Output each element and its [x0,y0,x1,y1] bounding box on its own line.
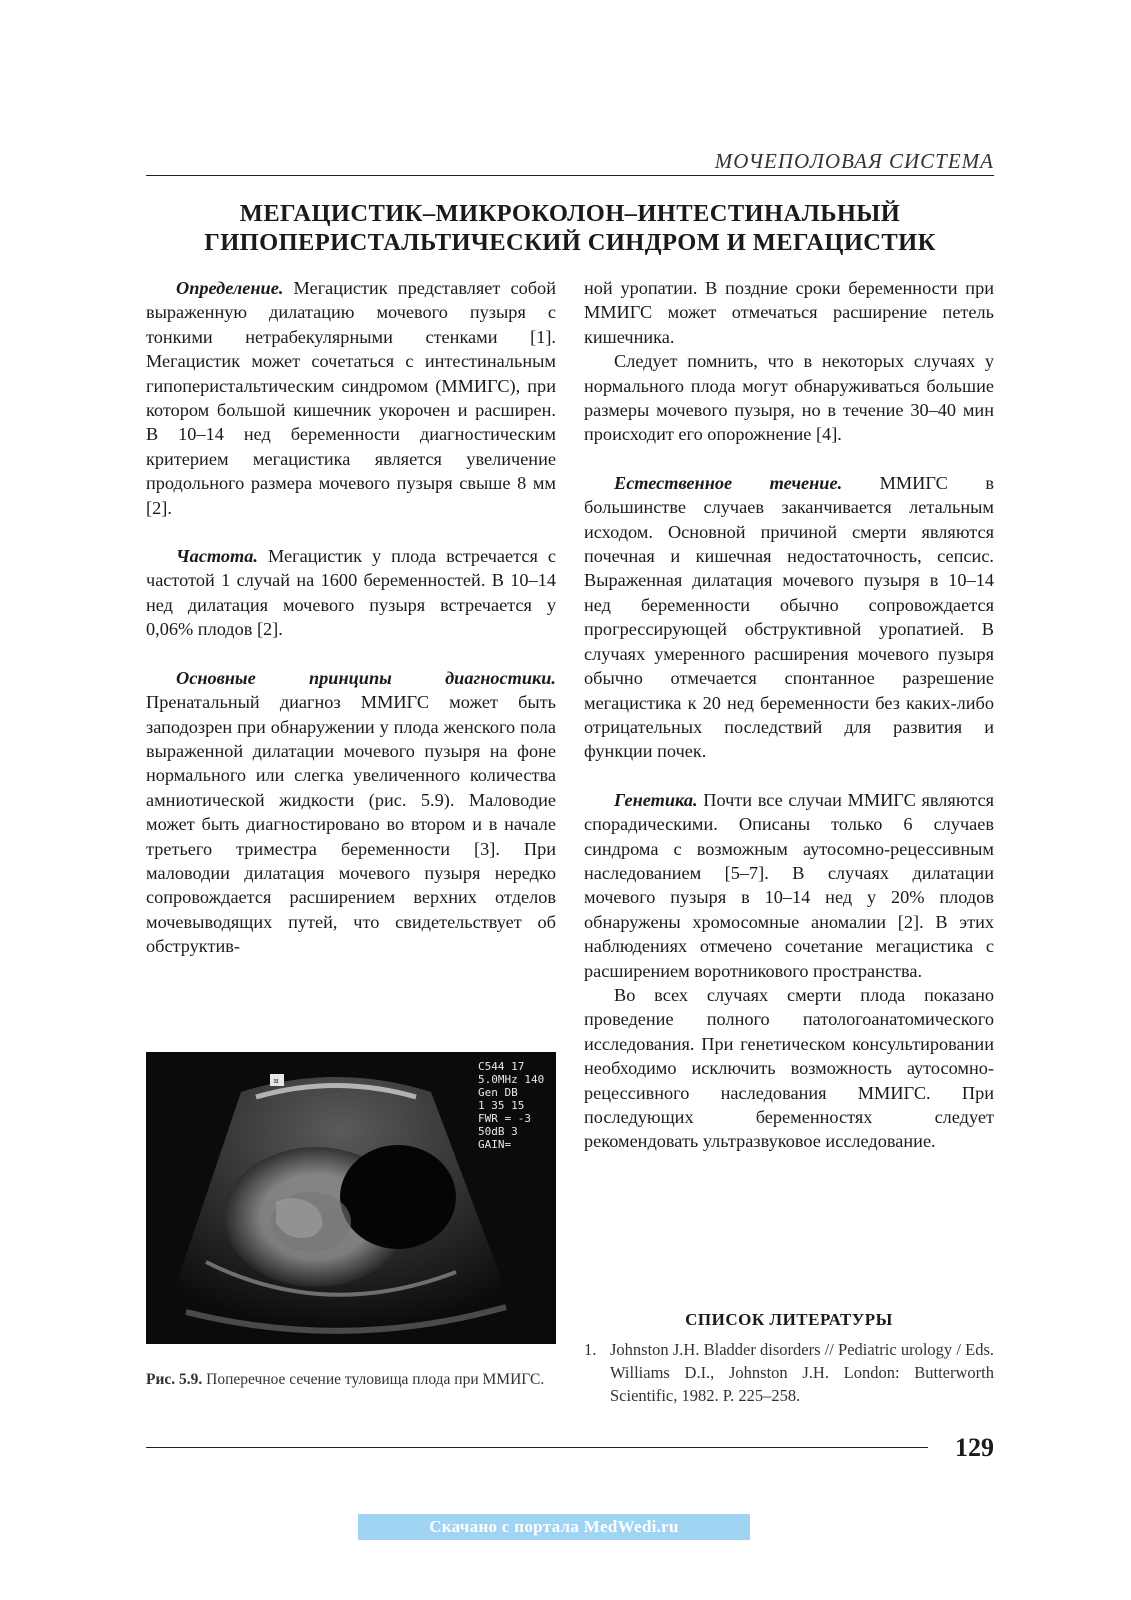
article-title [146,199,994,257]
natural-course-paragraph [584,471,994,764]
remember-paragraph: Следует помнить, что в некоторых случаях у нормального плода могут обнаруживаться большие размеры мочевого пузыря, но в течение 30–40 мин происходит его опорожнение [4]. [584,351,994,445]
frequency-text: Мегацистик у плода встречается с частотой 1 случай на 1600 беременностей. В 10–14 нед дилатация мочевого пузыря встречается у 0,06% плодов [2]. [146,546,556,640]
readout-line: Gen DB [478,1086,518,1099]
autopsy-paragraph: Во всех случаях смерти плода показано проведение полного патологоанатомического исследования. При генетическом консультировании необходимо исключить возможность аутосомно-рецессивного наследования ММИГС. При последующих беременностях следует рекомендовать ультразвуковое исследование. [584,984,994,1152]
readout-line: 1 35 15 [478,1099,525,1112]
readout-line: C544 17 [478,1060,525,1073]
readout-line: 5.0MHz 140 [478,1073,545,1086]
left-column [146,276,556,959]
reference-text: Johnston J.H. Bladder disorders // Pediatric urology / Eds. Williams D.I., Johnston J.H. London: Butterworth Scientific, 1982. P. 225–258. [610,1340,994,1405]
definition-paragraph [146,276,556,520]
article-title-line-1: МЕГАЦИСТИК–МИКРОКОЛОН–ИНТЕСТИНАЛЬНЫЙ [239,200,901,227]
page-number: 129 [955,1433,994,1462]
figure-caption-text: Поперечное сечение туловища плода при ММИГС. [202,1371,545,1388]
diagnostics-paragraph [146,666,556,959]
natural-course-text: ММИГС в большинстве случаев заканчивается летальным исходом. Основной причиной смерти являются почечная и кишечная недостаточность, сепсис. Выраженная дилатация мочевого пузыря в 10–14 нед беременности обычно сопровождается прогрессирующей обструктивной уропатией. В случаях умеренного расширения мочевого пузыря обычно отмечается спонтанное разрешение мегацистика к 20 нед беременности без каких-либо отрицательных последствий для развития и функции почек. [584,472,994,762]
diagnostics-label: Основные принципы диагностики. [176,667,556,688]
genetics-label: Генетика. [614,789,698,810]
footer-rule [146,1447,928,1448]
probe-marker-glyph: ¤ [273,1076,280,1087]
running-head [146,149,994,176]
readout-line: GAIN= [478,1138,512,1151]
frequency-paragraph [146,544,556,642]
readout-line: 50dB 3 [478,1125,518,1138]
references-list [584,1338,994,1407]
references-heading: СПИСОК ЛИТЕРАТУРЫ [685,1310,893,1329]
right-column [584,276,994,1154]
article-title-line-2: ГИПОПЕРИСТАЛЬТИЧЕСКИЙ СИНДРОМ И МЕГАЦИСТИК [204,229,936,256]
continuation-paragraph: ной уропатии. В поздние сроки беременности при ММИГС может отмечаться расширение петель кишечника. [584,278,994,347]
genetics-paragraph [584,788,994,983]
running-head-title: МОЧЕПОЛОВАЯ СИСТЕМА [714,149,994,173]
reference-number: 1. [584,1340,597,1359]
reference-item [584,1338,994,1407]
dilated-bladder [340,1145,456,1249]
figure-caption [146,1370,556,1390]
frequency-label: Частота. [176,546,258,567]
natural-course-label: Естественное течение. [614,472,843,493]
diagnostics-text: Пренатальный диагноз ММИГС может быть заподозрен при обнаружении у плода женского пола выраженной дилатации мочевого пузыря на фоне нормального или слегка увеличенного количества амниотической жидкости (рис. 5.9). Маловодие может быть диагностировано во втором и в начале третьего триместра беременности [3]. При маловодии дилатация мочевого пузыря нередко сопровождается расширением верхних отделов мочевыводящих путей, что свидетельствует об обструктив- [146,692,556,957]
genetics-text: Почти все случаи ММИГС являются спорадическими. Описаны только 6 случаев синдрома с возможным аутосомно-рецессивным наследованием [5–7]. В случаях дилатации мочевого пузыря в 10–14 нед у 20% плодов обнаружены хромосомные аномалии [2]. В этих наблюдениях отмечено сочетание мегацистика с расширением воротникового пространства. [584,789,994,981]
ultrasound-image [146,1052,556,1344]
download-banner[interactable]: Скачано с портала MedWedi.ru [358,1514,750,1540]
definition-label: Определение. [176,278,284,298]
figure-caption-label: Рис. 5.9. [146,1371,203,1388]
definition-text: Мегацистик представляет собой выраженную дилатацию мочевого пузыря с тонкими нетрабекулярными стенками [1]. Мегацистик может сочетаться с интестинальным гипоперистальтическим синдромом (ММИГС), при котором большой кишечник укорочен и расширен. В 10–14 нед беременности диагностическим критерием мегацистика является увеличение продольного размера мочевого пузыря свыше 8 мм [2]. [146,278,556,518]
readout-line: FWR = -3 [478,1112,531,1125]
